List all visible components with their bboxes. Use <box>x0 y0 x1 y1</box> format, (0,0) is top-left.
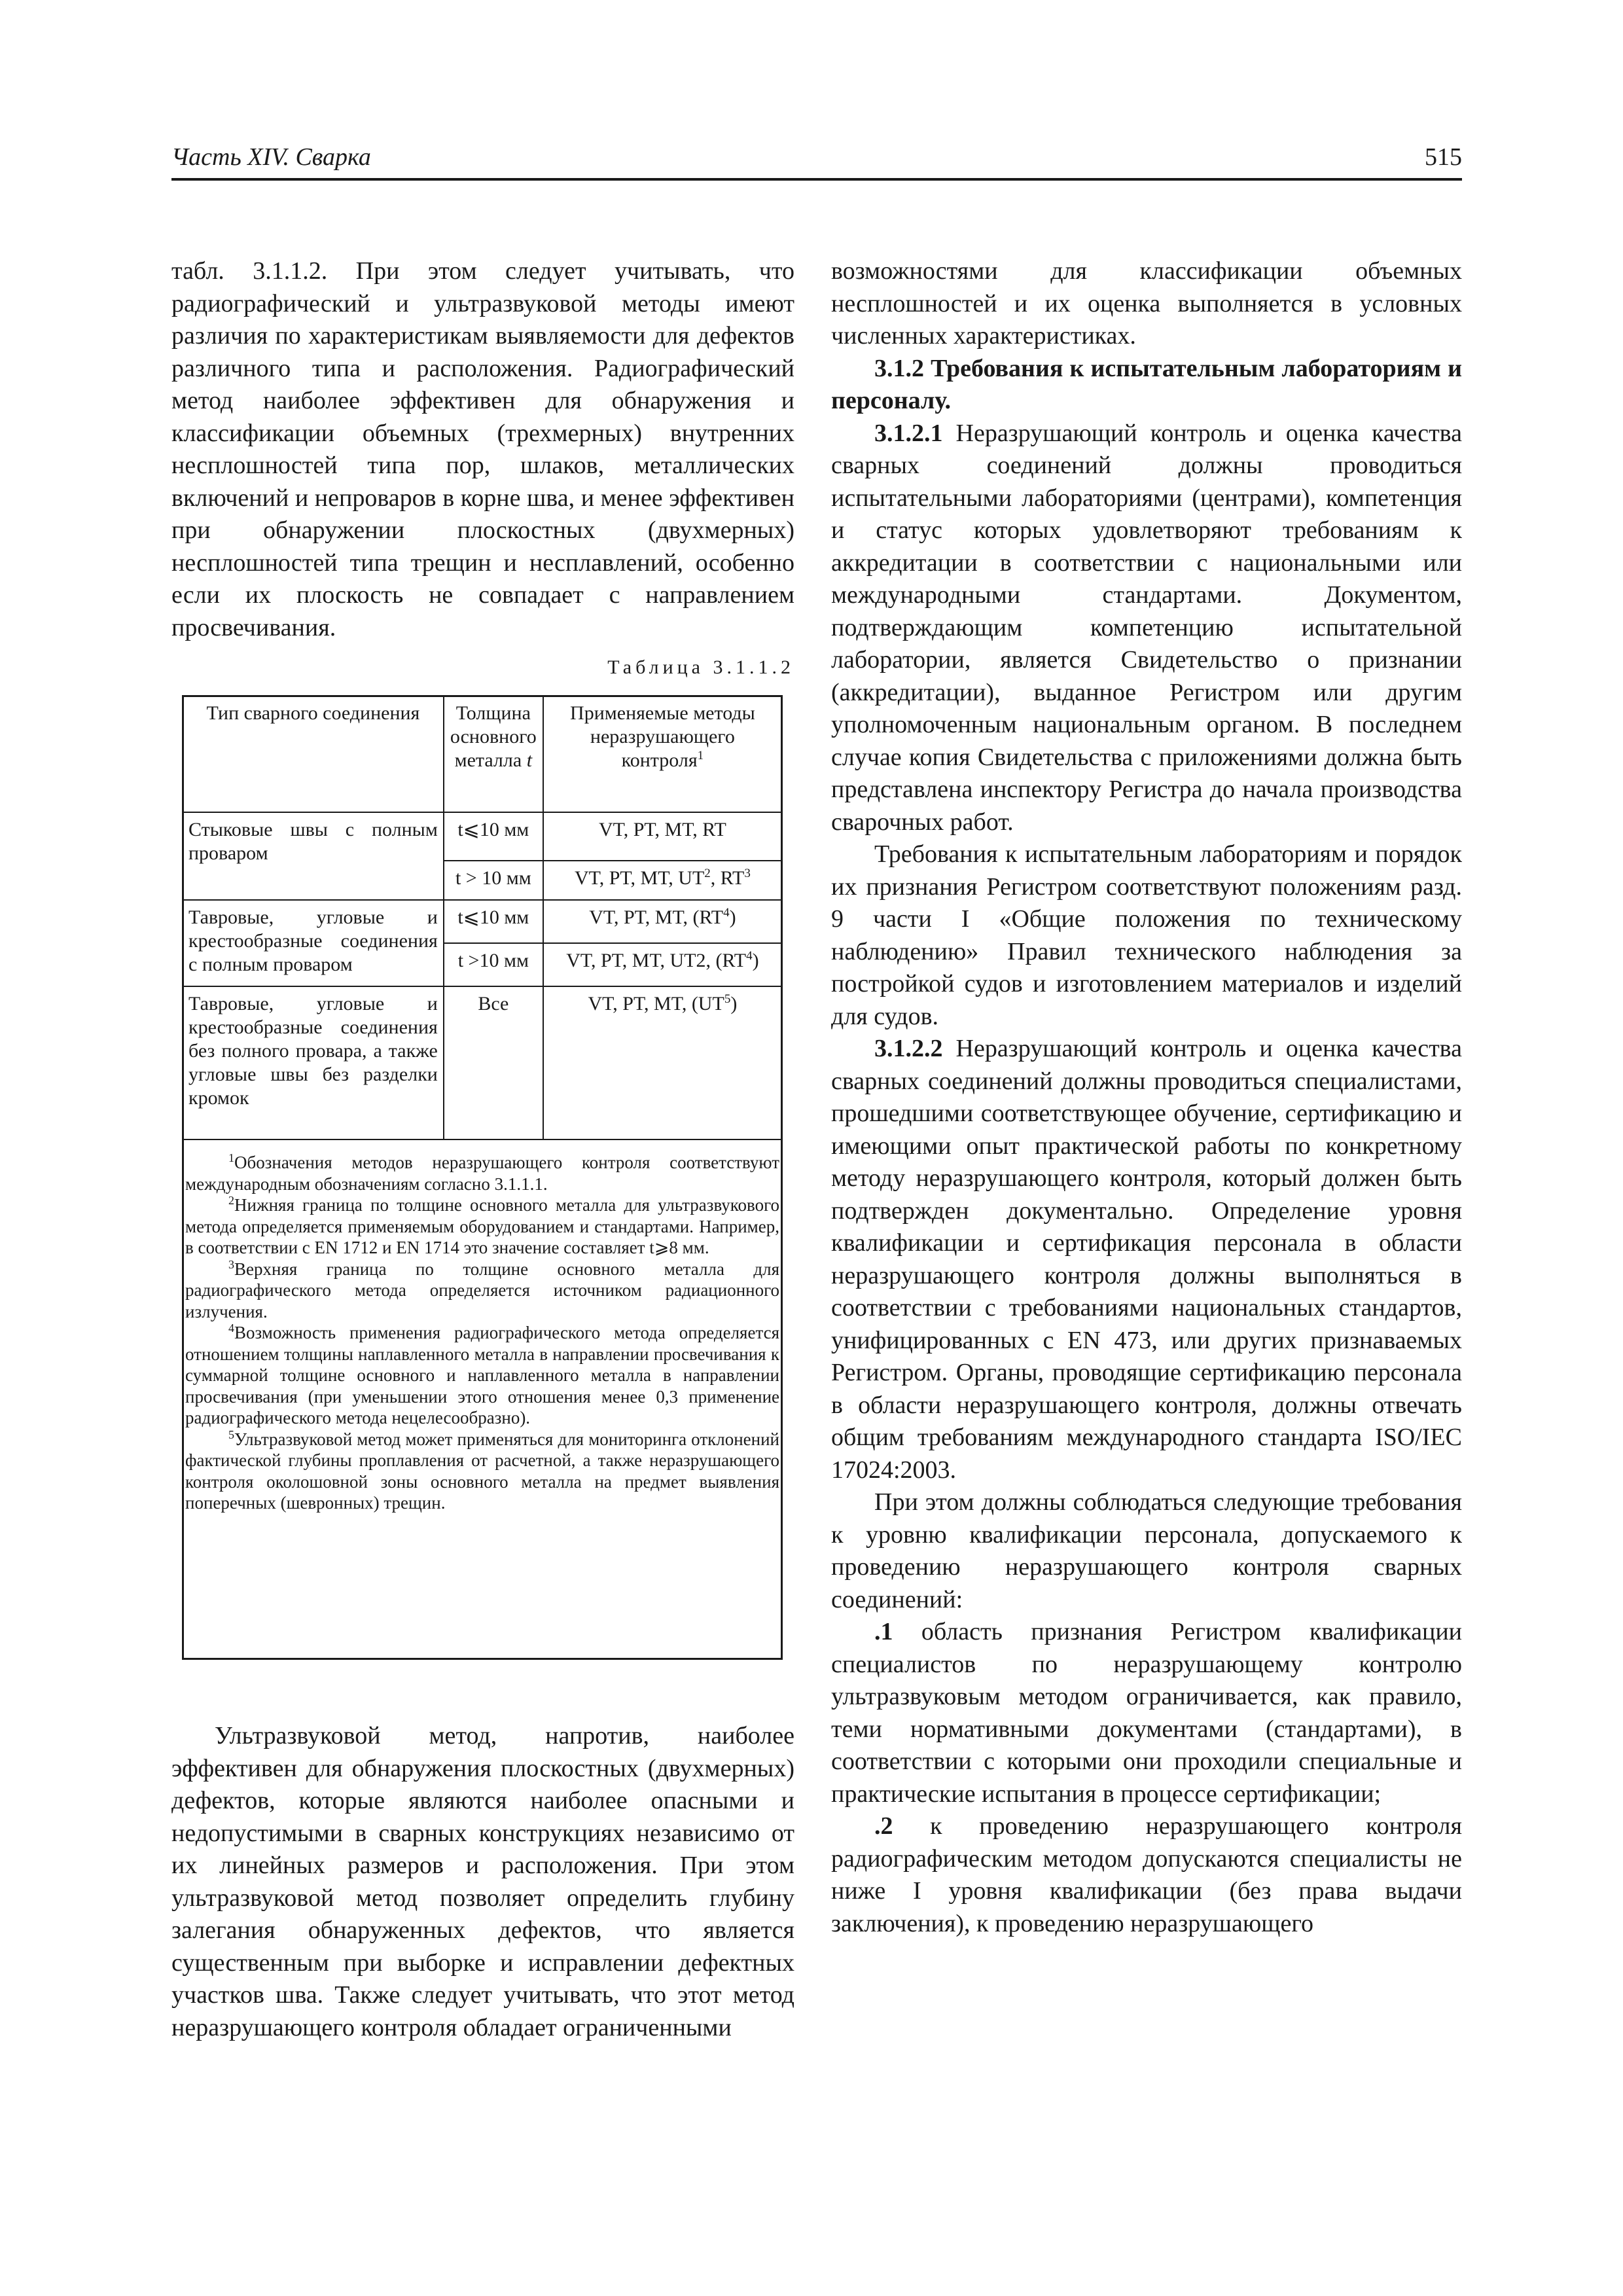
table-cell-thickness: Все <box>444 986 543 1139</box>
paragraph: табл. 3.1.1.2. При этом следует учитывать, что радиографический и ультразвуковой методы имеют различия по характеристикам выявляемости для дефектов различного типа и расположения. Радиографический метод наиболее эффективен для обнаружения и классификации объемных (трехмерных) внутренних несплошностей типа пор, шлаков, металлических включений и непроваров в корне шва, и менее эффективен при обнаружении плоскостных (двухмерных) несплошностей типа трещин и несплавлений, особенно если их плоскость не совпадает с направлением просвечивания. <box>171 257 794 641</box>
table-cell-thickness: t > 10 мм <box>444 861 543 900</box>
right-column <box>831 255 1462 1940</box>
paragraph: 3.1.2.2 Неразрушающий контроль и оценка качества сварных соединений должны проводиться специалистами, прошедшими соответствующее обучение, сертификацию и имеющими опыт практической работы по конкретному методу неразрушающего контроля, который должен быть подтвержден документально. Определение уровня квалификации и сертификация персонала в области неразрушающего контроля должны выполняться в соответствии с требованиями национальных стандартов, унифицированных с EN 473, или других признаваемых Регистром. Органы, проводящие сертификацию персонала в области неразрушающего контроля, должны отвечать общим требованиям международного стандарта ISO/IEC 17024:2003. <box>831 1035 1462 1484</box>
left-column-bottom <box>171 1720 794 2044</box>
paragraph: 3.1.2.1 Неразрушающий контроль и оценка качества сварных соединений должны проводиться испытательными лабораториями (центрами), компетенция и статус которых удовлетворяют требованиям к аккредитации в соответствии с национальными или международными стандартами. Документом, подтверждающим компетенцию испытательной лаборатории, является Свидетельство о признании (аккредитации), выданное Регистром или другим уполномоченным национальным органом. В последнем случае копия Свидетельства с приложениями должна быть представлена инспектору Регистра до начала производства сварочных работ. <box>831 419 1462 836</box>
header-joint-type: Тип сварного соединения <box>183 696 444 812</box>
running-header <box>171 143 1462 179</box>
table-notes <box>184 1152 781 1514</box>
header-methods: Применяемые методы неразрушающего контроля$^1$ <box>543 696 782 812</box>
table-cell-methods: VT, PT, MT, $(UT^5)$ <box>543 986 782 1139</box>
header-rule <box>171 178 1462 181</box>
table-cell-methods: VT, PT, MT, UT2, $(RT^4)$ <box>543 943 782 986</box>
table-cell-thickness: t⩽10 мм <box>444 812 543 861</box>
left-column-top <box>171 255 794 644</box>
methods-table <box>182 695 783 1660</box>
header-part-title: Часть XIV. Сварка <box>171 143 371 171</box>
table-row-type: Тавровые, угловые и крестообразные соединения без полного провара, а также угловые швы без разделки кромок <box>183 986 444 1139</box>
header-thickness: Толщина основного металла t <box>444 696 543 812</box>
paragraph: Требования к испытательным лабораториям и порядок их признания Регистром соответствуют положениям разд. 9 части I «Общие положения по техническому наблюдению» Правил технического наблюдения за постройкой судов и изготовлением материалов и изделий для судов. <box>831 840 1462 1030</box>
paragraph: При этом должны соблюдаться следующие требования к уровню квалификации персонала, допускаемого к проведению неразрушающего контроля сварных соединений: <box>831 1488 1462 1613</box>
table-row-type: Стыковые швы с полным проваром <box>183 812 444 900</box>
paragraph: Ультразвуковой метод, напротив, наиболее эффективен для обнаружения плоскостных (двухмерных) дефектов, которые являются наиболее опасными и недопустимыми в сварных конструкциях независимо от их линейных размеров и расположения. При этом ультразвуковой метод позволяет определить глубину залегания обнаруженных дефектов, что является существенным при выборке и исправлении дефектных участков шва. Также следует учитывать, что этот метод неразрушающего контроля обладает ограниченными <box>171 1722 794 2041</box>
table-note: $^1$Обозначения методов неразрушающего контроля соответствуют международным обозначениям согласно 3.1.1.1. <box>185 1151 779 1194</box>
table-note: $^5$Ультразвуковой метод может применяться для мониторинга отклонений фактической глубины проплавления от расчетной, а также неразрушающего контроля околошовной зоны основного металла на предмет выявления поперечных (шевронных) трещин. <box>185 1427 779 1513</box>
table-cell-methods: VT, PT, MT, RT <box>543 812 782 861</box>
table-row-type: Тавровые, угловые и крестообразные соединения с полным проваром <box>183 900 444 986</box>
table-cell-methods: VT, PT, MT, $UT^2$, $RT^3$ <box>543 861 782 900</box>
table-caption: Таблица 3.1.1.2 <box>607 656 794 678</box>
list-item: .2 к проведению неразрушающего контроля радиографическим методом допускаются специалисты не ниже I уровня квалификации (без права выдачи заключения), к проведению неразрушающего <box>831 1812 1462 1937</box>
table-cell-thickness: t >10 мм <box>444 943 543 986</box>
table-note: $^3$Верхняя граница по толщине основного металла для радиографического метода определяется источником радиационного излучения. <box>185 1257 779 1321</box>
paragraph: возможностями для классификации объемных несплошностей и их оценка выполняется в условных численных характеристиках. <box>831 257 1462 350</box>
page-number: 515 <box>1425 143 1462 171</box>
section-heading: 3.1.2 Требования к испытательным лабораториям и персоналу. <box>831 354 1462 414</box>
table-note: $^2$Нижняя граница по толщине основного металла для ультразвукового метода определяется применяемым оборудованием и стандартами. Например, в соответствии с EN 1712 и EN 1714 это значение составляет t⩾8 мм. <box>185 1194 779 1257</box>
table-cell-methods: VT, PT, MT, $(RT^4)$ <box>543 900 782 943</box>
list-item: .1 область признания Регистром квалификации специалистов по неразрушающему контролю ультразвуковым методом ограничивается, как правило, теми нормативными документами (стандартами), в соответствии с которыми они проходили специальные и практические испытания в процессе сертификации; <box>831 1618 1462 1808</box>
table-note: $^4$Возможность применения радиографического метода определяется отношением толщины наплавленного металла в направлении просвечивания к суммарной толщине основного и наплавленного металла в направлении просвечивания (при уменьшении этого отношения менее 0,3 применение радиографического метода нецелесообразно). <box>185 1321 779 1427</box>
table-cell-thickness: t⩽10 мм <box>444 900 543 943</box>
